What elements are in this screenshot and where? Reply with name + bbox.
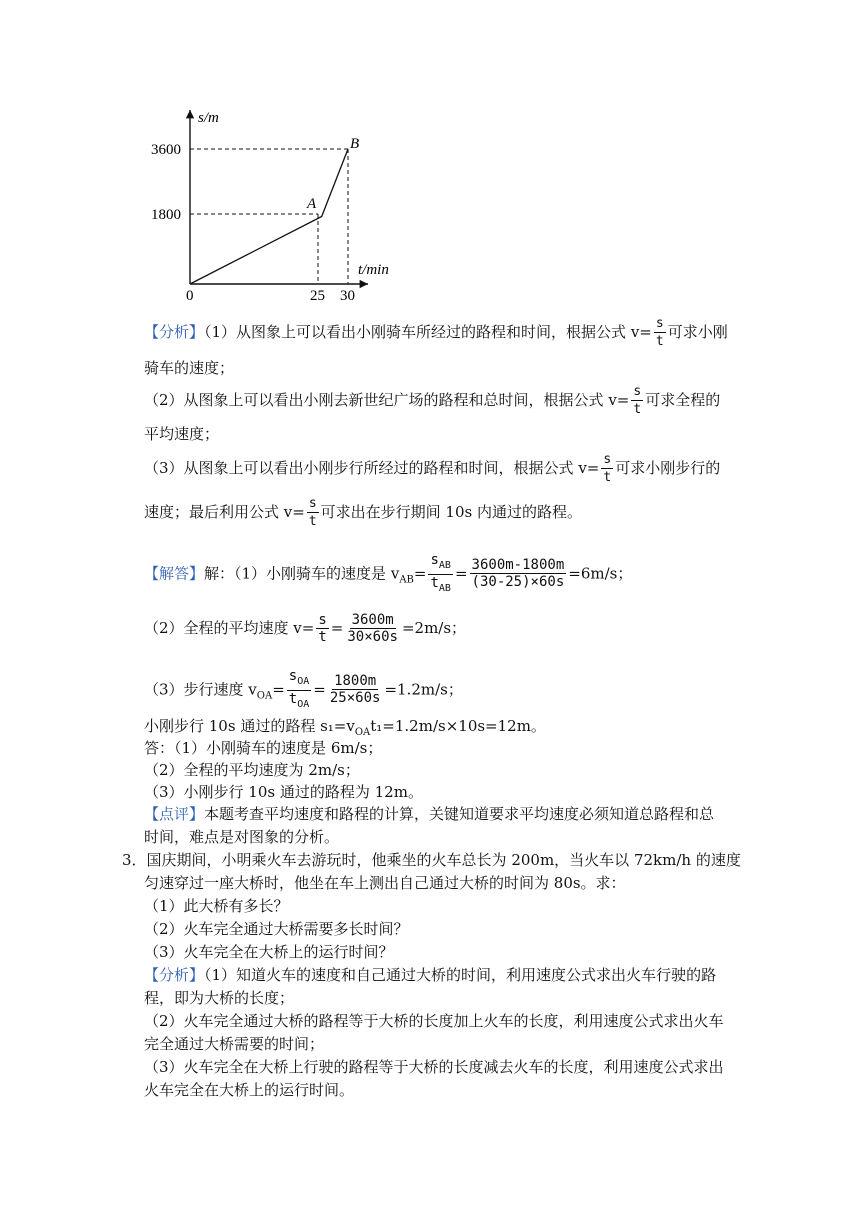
question-3-sub-2: （2）火车完全通过大桥需要多长时间？	[144, 920, 409, 938]
analysis-tag: 【分析】	[144, 966, 205, 984]
x-axis-label: t/min	[358, 262, 389, 278]
question-3-analysis-2: 程，即为大桥的长度；	[144, 989, 295, 1007]
point-b-label: B	[350, 136, 360, 152]
series-line	[190, 149, 348, 284]
answer-line-3: （3）小刚步行 10s 通过的路程为 12m。	[144, 783, 423, 801]
question-3-line-2: 匀速穿过一座大桥时，他坐在车上测出自己通过大桥的时间为 80s。求：	[144, 874, 626, 892]
comment-line-1: 【点评】本题考查平均速度和路程的计算，关键知道要求平均速度必须知道总路程和总	[144, 805, 715, 823]
formula-fraction: $\frac{s}{t}$	[633, 384, 642, 417]
solution-line-1: 【解答】解：（1）小刚骑车的速度是 $v_{AB}=$ $\frac{s_{AB}}{t_{AB}}$ = $\frac{3600m-1800m}{(30-25)\times 60s}$ =6m/s；	[144, 552, 632, 597]
question-3-analysis-5: （3）火车完全在大桥上行驶的路程等于大桥的长度减去火车的长度，利用速度公式求出	[144, 1058, 724, 1076]
tick-30: 30	[340, 288, 355, 304]
question-number: 3．	[122, 851, 147, 869]
analysis-tag: 【分析】	[144, 323, 205, 341]
question-3-analysis-1: 【分析】（1）知道火车的速度和自己通过大桥的时间，利用速度公式求出火车行驶的路	[144, 966, 717, 984]
analysis-line-5: （3）从图象上可以看出小刚步行所经过的路程和时间，根据公式 v= $\frac{s}{t}$ 可求小刚步行的	[144, 452, 721, 485]
value-fraction: $\frac{3600m-1800m}{(30-25)\times 60s}$	[471, 557, 565, 591]
speed-fraction: $\frac{s_{OA}}{t_{OA}}$	[288, 668, 310, 710]
y-axis-label: s/m	[198, 110, 219, 126]
tick-0: 0	[186, 288, 194, 304]
point-a-label: A	[307, 196, 317, 212]
solution-line-4: 小刚步行 10s 通过的路程 $s_1=v_{OA}t_1=1.2m/s\times 10s=12m$。	[144, 717, 546, 738]
question-3-analysis-3: （2）火车完全通过大桥的路程等于大桥的长度加上火车的长度，利用速度公式求出火车	[144, 1012, 724, 1030]
question-3-analysis-4: 完全通过大桥需要的时间；	[144, 1035, 325, 1053]
analysis-line-4: 平均速度；	[144, 425, 220, 443]
question-3-sub-1: （1）此大桥有多长？	[144, 897, 289, 915]
solution-line-3: （3）步行速度 $v_{OA}=$ $\frac{s_{OA}}{t_{OA}}$ = $\frac{1800m}{25\times 60s}$ =1.2m/s；	[144, 668, 463, 713]
question-3-analysis-6: 火车完全在大桥上的运行时间。	[144, 1081, 355, 1099]
analysis-line-6: 速度；最后利用公式 v= $\frac{s}{t}$ 可求出在步行期间 10s 内通过的路程。	[144, 496, 582, 529]
value-fraction: $\frac{3600m}{30\times 60s}$	[347, 612, 398, 645]
analysis-line-3: （2）从图象上可以看出小刚去新世纪广场的路程和总时间，根据公式 v= $\frac{s}{t}$ 可求全程的	[144, 384, 721, 417]
solution-line-2: （2）全程的平均速度 v= $\frac{s}{t}$ = $\frac{3600m}{30\times 60s}$ =2m/s；	[144, 612, 467, 645]
analysis-line-2: 骑车的速度；	[144, 359, 235, 377]
formula-fraction: $\frac{s}{t}$	[655, 316, 664, 349]
question-3-line-1: 3．国庆期间，小明乘火车去游玩时，他乘坐的火车总长为 200m，当火车以 72km/h 的速度	[122, 851, 741, 869]
formula-fraction: $\frac{s}{t}$	[603, 452, 612, 485]
speed-fraction: $\frac{s}{t}$	[318, 612, 327, 645]
analysis-line-1: 【分析】（1）从图象上可以看出小刚骑车所经过的路程和时间，根据公式 v= $\frac{s}{t}$ 可求小刚	[144, 316, 728, 349]
comment-line-2: 时间，难点是对图象的分析。	[144, 828, 340, 846]
tick-3600: 3600	[151, 142, 181, 158]
distance-time-graph	[150, 100, 410, 310]
tick-25: 25	[310, 288, 325, 304]
formula-fraction: $\frac{s}{t}$	[308, 496, 317, 529]
comment-tag: 【点评】	[144, 805, 205, 823]
value-fraction: $\frac{1800m}{25\times 60s}$	[329, 673, 381, 707]
question-3-sub-3: （3）火车完全在大桥上的运行时间？	[144, 943, 394, 961]
solution-tag: 【解答】	[144, 564, 205, 583]
speed-fraction: $\frac{s_{AB}}{t_{AB}}$	[430, 552, 451, 594]
answer-line-1: 答：（1）小刚骑车的速度是 6m/s；	[144, 739, 383, 757]
answer-line-2: （2）全程的平均速度为 2m/s；	[144, 761, 360, 779]
tick-1800: 1800	[151, 207, 181, 223]
